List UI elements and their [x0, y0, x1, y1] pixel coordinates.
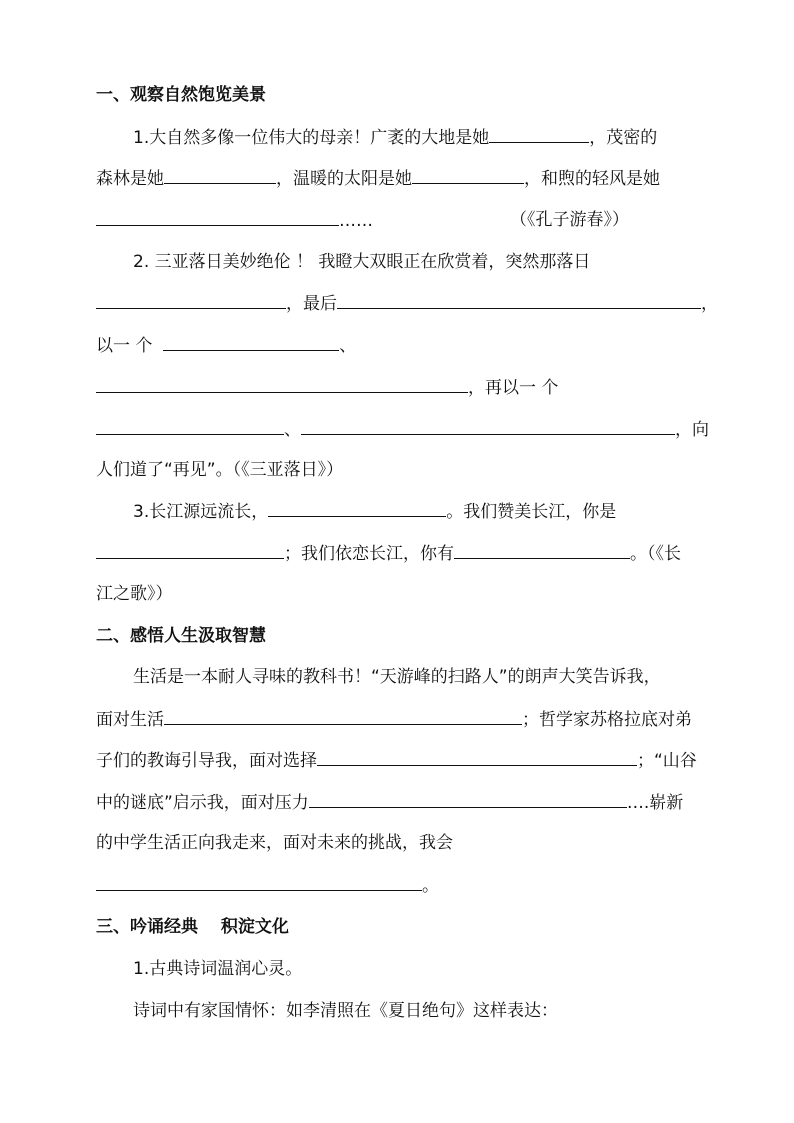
q1-text-1: 1.大自然多像一位伟大的母亲！广袤的大地是她 — [133, 128, 490, 148]
q1-text-4: ，温暖的太阳是她 — [276, 169, 412, 189]
q2-blank-6[interactable] — [301, 418, 675, 435]
q2-blank-3[interactable] — [163, 334, 339, 351]
s2-line1: 生活是一本耐人寻味的教科书！“天游峰的扫路人”的朗声大笑告诉我， — [133, 667, 661, 687]
q1-blank-2[interactable] — [164, 167, 276, 184]
s2-text-4a: 中的谜底”启示我，面对压力 — [96, 793, 309, 813]
q1-text-2: ，茂密的 — [589, 128, 658, 148]
q2-line6: 人们道了“再见”。（《三亚落日》） — [96, 460, 344, 480]
s2-blank-1[interactable] — [164, 708, 522, 725]
q3-blank-1[interactable] — [268, 500, 446, 517]
q2-text-7: 、 — [284, 420, 301, 440]
s2-blank-4[interactable] — [96, 874, 422, 891]
q3-text-3: ；我们依恋长江，你有 — [284, 544, 454, 564]
q2-text-4: 以一 个 — [96, 336, 153, 356]
s2-line2 — [96, 708, 692, 731]
q3-blank-2[interactable] — [96, 542, 284, 559]
section1-heading: 一、观察自然饱览美景 — [96, 85, 266, 105]
s3-q1-title: 1.古典诗词温润心灵。 — [133, 959, 303, 979]
q2-text-6: ，再以一 个 — [468, 378, 559, 398]
q2-text-5: 、 — [339, 336, 357, 356]
q3-text-1: 3.长江源远流长， — [133, 502, 269, 522]
s2-text-6: 。 — [422, 876, 439, 896]
s2-blank-3[interactable] — [309, 791, 627, 808]
q2-blank-2[interactable] — [337, 292, 701, 309]
q1-text-3: 森林是她 — [96, 169, 164, 189]
section2-heading: 二、感悟人生汲取智慧 — [96, 626, 266, 646]
s2-text-2a: 面对生活 — [96, 710, 164, 730]
q2-blank-1[interactable] — [96, 292, 286, 309]
s2-blank-2[interactable] — [317, 749, 637, 766]
q1-line3 — [96, 209, 373, 232]
q1-line2 — [96, 167, 660, 190]
q1-text-5: ，和煦的轻风是她 — [524, 169, 660, 189]
q2-line3 — [96, 334, 356, 357]
q2-blank-4[interactable] — [96, 376, 468, 393]
q1-blank-1[interactable] — [489, 126, 589, 143]
s2-line5: 的中学生活正向我走来，面对未来的挑战，我会 — [96, 833, 453, 853]
q2-text-2: ，最后 — [286, 294, 337, 314]
q2-line4 — [96, 376, 558, 399]
q1-blank-4[interactable] — [96, 209, 339, 226]
s2-line4 — [96, 791, 683, 814]
q2-line2 — [96, 292, 718, 315]
q2-text-8: ，向 — [675, 420, 709, 440]
s2-text-2b: ；哲学家苏格拉底对弟 — [522, 710, 692, 730]
q2-text-3: ， — [701, 294, 718, 314]
section3-heading: 三、吟诵经典 积淀文化 — [96, 917, 289, 937]
q2-line1: 2. 三亚落日美妙绝伦 ！ 我瞪大双眼正在欣赏着，突然那落日 — [133, 252, 591, 272]
s2-text-3a: 子们的教诲引导我，面对选择 — [96, 751, 317, 771]
q1-blank-3[interactable] — [412, 167, 524, 184]
q2-line5 — [96, 418, 709, 441]
s2-text-4b: ….崭新 — [626, 793, 684, 813]
q3-blank-3[interactable] — [454, 542, 630, 559]
q1-ellipsis: …… — [339, 211, 373, 231]
q3-line2 — [96, 542, 681, 565]
q1-source: （《孔子游春》） — [510, 210, 629, 230]
q3-text-2: 。我们赞美长江，你是 — [446, 502, 617, 522]
q2-blank-5[interactable] — [96, 418, 284, 435]
q3-line3: 江之歌》） — [96, 584, 173, 604]
q1-line1 — [133, 126, 657, 149]
s2-text-3b: ；“山谷 — [637, 751, 697, 771]
q3-line1 — [133, 500, 616, 523]
q3-text-4: 。（《长 — [630, 544, 681, 564]
s2-line3 — [96, 749, 697, 772]
s3-q1-text: 诗词中有家国情怀：如李清照在《夏日绝句》这样表达： — [133, 1001, 558, 1021]
s2-line6 — [96, 874, 439, 897]
